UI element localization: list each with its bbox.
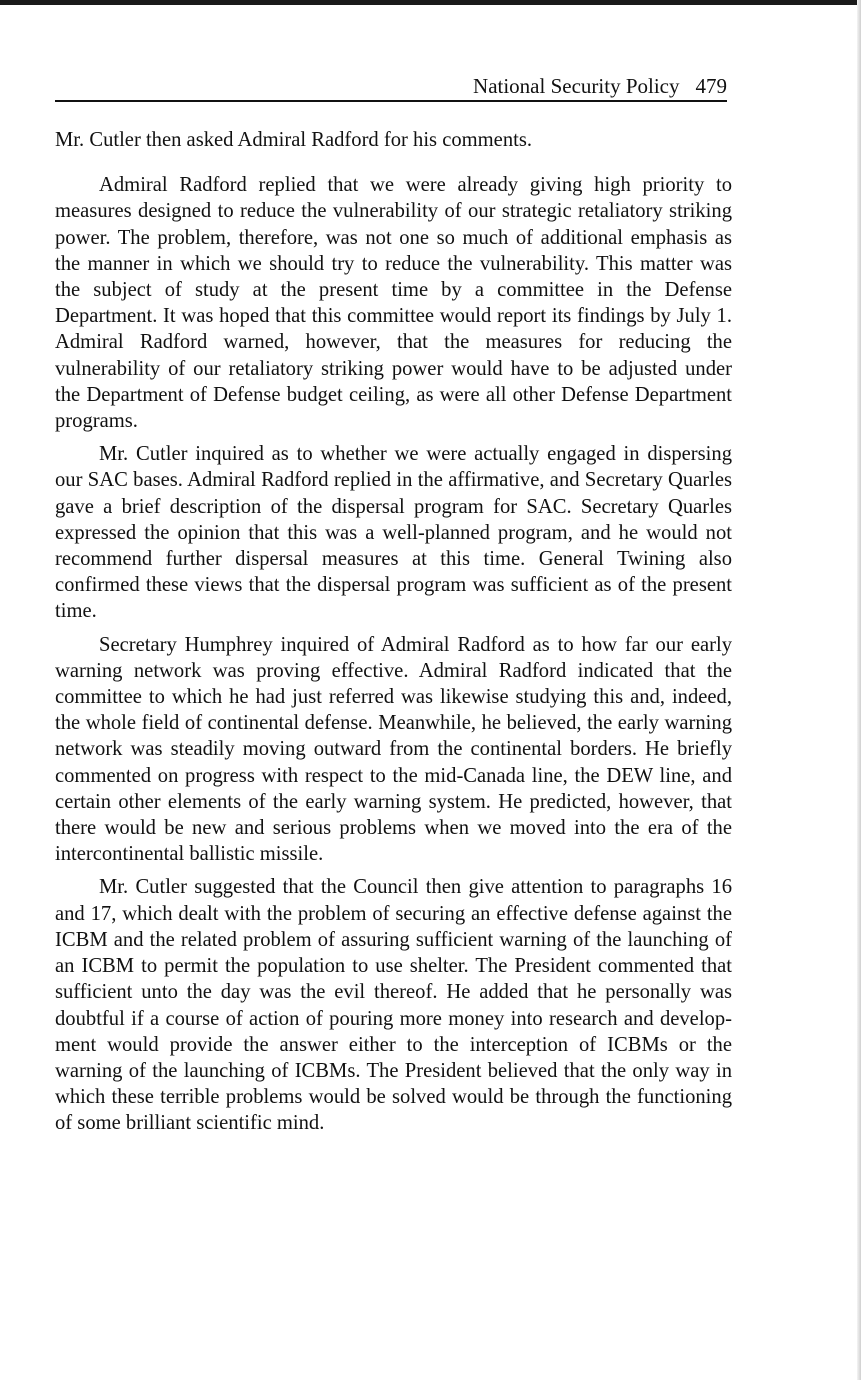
- page-right-edge: [857, 0, 861, 1380]
- body-paragraph-3: Mr. Cutler inquired as to whether we were actually engaged in dispersing our SAC bases. Admiral Radford replied in the affirmative, and Secretary Quarles gave a brief description of the dispersal program for SAC. Secretary Quarles expressed the opinion that this was a well-planned program, and he would not recommend further dispersal measures at this time. General Twining also confirmed these views that the dispersal program was sufficient as of the present time.: [55, 443, 732, 623]
- body-paragraph-4: Secretary Humphrey inquired of Admiral Radford as to how far our early warning network was proving effective. Admiral Radford indicated that the committee to which he had just referred was likewise studying this and, indeed, the whole field of continental defense. Meanwhile, he believed, the early warning network was steadily moving outward from the continental borders. He briefly commented on progress with respect to the mid-Canada line, the DEW line, and certain other elements of the early warning system. He predicted, however, that there would be new and serious problems when we moved into the era of the intercontinental ballistic missile.: [55, 633, 732, 866]
- body-paragraph-1: Mr. Cutler then asked Admiral Radford for his comments.: [55, 129, 533, 151]
- running-head-text: [473, 72, 727, 100]
- running-header: [55, 72, 727, 102]
- running-title: National Security Policy: [473, 74, 680, 98]
- page-number: 479: [695, 74, 727, 98]
- page-top-edge: [0, 0, 861, 5]
- body-paragraph-2: Admiral Radford replied that we were already giving high priority to measures designed to reduce the vulnerability of our strategic retaliatory striking power. The problem, therefore, was not one so much of additional emphasis as the manner in which we should try to reduce the vulnerability. This matter was the subject of study at the present time by a committee in the Defense Department. It was hoped that this committee would report its findings by July 1. Admiral Radford warned, however, that the measures for reducing the vulnerability of our retaliatory striking power would have to be adjusted under the Department of Defense budget ceiling, as were all other Defense Department programs.: [55, 174, 732, 433]
- page-body: [55, 127, 732, 1144]
- body-paragraph-5: Mr. Cutler suggested that the Council then give attention to paragraphs 16 and 17, which dealt with the problem of securing an effective defense against the ICBM and the related problem of assuring sufficient warning of the launching of an ICBM to permit the population to use shelter. The President commented that sufficient unto the day was the evil thereof. He added that he personally was doubtful if a course of action of pouring more money into research and development would provide the answer either to the interception of ICBMs or the warning of the launching of ICBMs. The President believed that the only way in which these terrible problems would be solved would be through the functioning of some brilliant scientific mind.: [55, 876, 732, 1135]
